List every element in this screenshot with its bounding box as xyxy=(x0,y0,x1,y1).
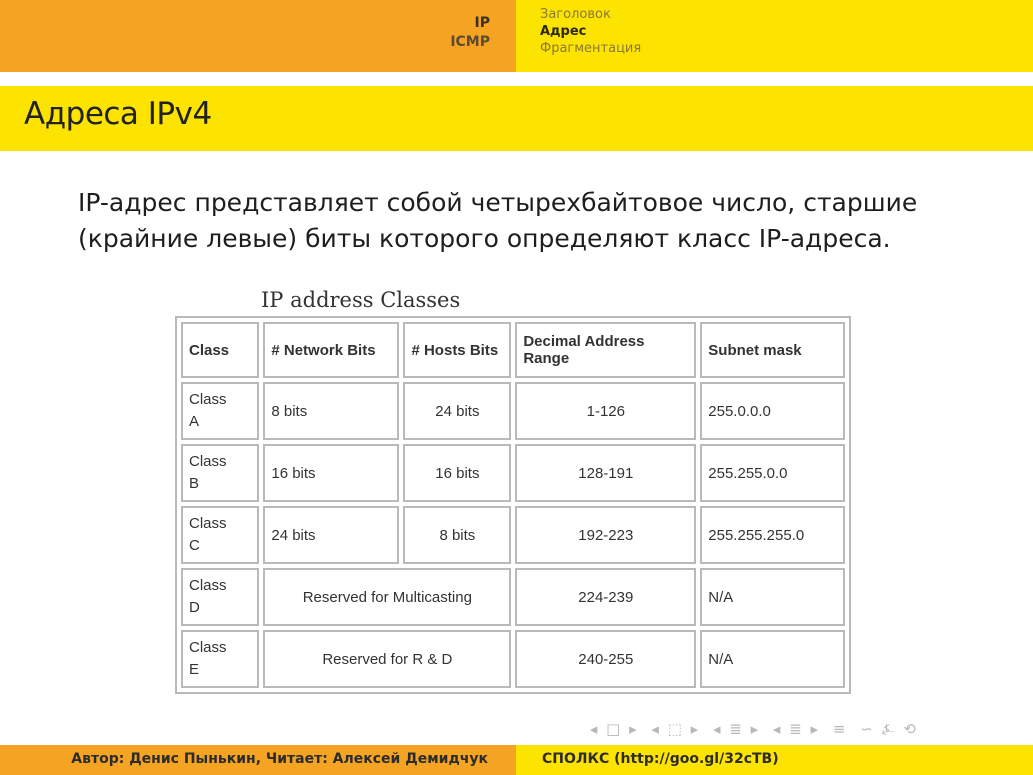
align-icon[interactable]: ≡ xyxy=(832,720,848,738)
class-cell: Class A xyxy=(181,382,259,440)
ip-classes-table xyxy=(175,316,851,694)
subsection-list xyxy=(540,6,641,57)
footer-course-bar xyxy=(516,745,1033,775)
table-row xyxy=(181,444,845,502)
footer-course: СПОЛКС (http://goo.gl/32cTB) xyxy=(542,751,779,767)
ip-classes-figure xyxy=(175,288,855,676)
header-class: Class xyxy=(181,322,259,378)
header-network-bits: # Network Bits xyxy=(263,322,399,378)
body-paragraph: IP-адрес представляет собой четырехбайтовое число, старшие (крайние левые) биты которого определяют класс IP-адреса. xyxy=(78,188,918,253)
table-row xyxy=(181,568,845,626)
header-address-range: Decimal Address Range xyxy=(515,322,696,378)
table-header-row xyxy=(181,322,845,378)
class-cell: Class B xyxy=(181,444,259,502)
reserved-cell: Reserved for Multicasting xyxy=(263,568,511,626)
nav-section-icmp[interactable]: ICMP xyxy=(450,34,490,50)
host-bits-cell: 16 bits xyxy=(403,444,511,502)
network-bits-cell: 16 bits xyxy=(263,444,399,502)
table-row xyxy=(181,506,845,564)
section-list xyxy=(450,14,490,52)
mask-cell: 255.255.0.0 xyxy=(700,444,845,502)
class-cell: Class E xyxy=(181,630,259,688)
range-cell: 240-255 xyxy=(515,630,696,688)
range-cell: 128-191 xyxy=(515,444,696,502)
subsection-nav-icon[interactable]: ◂ ⬚ ▸ xyxy=(651,720,701,738)
range-cell: 192-223 xyxy=(515,506,696,564)
header-host-bits: # Hosts Bits xyxy=(403,322,511,378)
header-nav-sections xyxy=(0,0,516,72)
nav-subsection-fragmentation[interactable]: Фрагментация xyxy=(540,41,642,56)
table-row xyxy=(181,382,845,440)
network-bits-cell: 8 bits xyxy=(263,382,399,440)
nav-subsection-header[interactable]: Заголовок xyxy=(540,7,611,22)
footer-author-bar xyxy=(0,745,516,775)
host-bits-cell: 8 bits xyxy=(403,506,511,564)
class-cell: Class C xyxy=(181,506,259,564)
host-bits-cell: 24 bits xyxy=(403,382,511,440)
range-cell: 1-126 xyxy=(515,382,696,440)
header-nav-subsections xyxy=(516,0,1033,72)
reserved-cell: Reserved for R & D xyxy=(263,630,511,688)
network-bits-cell: 24 bits xyxy=(263,506,399,564)
range-cell: 224-239 xyxy=(515,568,696,626)
nav-subsection-address[interactable]: Адрес xyxy=(540,24,587,39)
beamer-navigation-symbols xyxy=(584,720,918,738)
frame-title-bar xyxy=(0,86,1033,151)
table-row xyxy=(181,630,845,688)
footer-author: Автор: Денис Пынькин, Читает: Алексей Демидчук xyxy=(71,751,488,767)
frame-nav-icon[interactable]: ◂ □ ▸ xyxy=(589,720,639,738)
mask-cell: N/A xyxy=(700,568,845,626)
frame-title: Адреса IPv4 xyxy=(24,96,212,132)
search-icon[interactable]: ∽ ⍼ ⟲ xyxy=(860,720,918,738)
mask-cell: N/A xyxy=(700,630,845,688)
mask-cell: 255.255.255.0 xyxy=(700,506,845,564)
header-subnet-mask: Subnet mask xyxy=(700,322,845,378)
nav-section-ip[interactable]: IP xyxy=(474,15,490,31)
class-cell: Class D xyxy=(181,568,259,626)
section-nav-icon[interactable]: ◂ ≣ ▸ xyxy=(712,720,761,738)
table-caption: IP address Classes xyxy=(261,288,461,312)
subsubsection-nav-icon[interactable]: ◂ ≣ ▸ xyxy=(772,720,821,738)
mask-cell: 255.0.0.0 xyxy=(700,382,845,440)
